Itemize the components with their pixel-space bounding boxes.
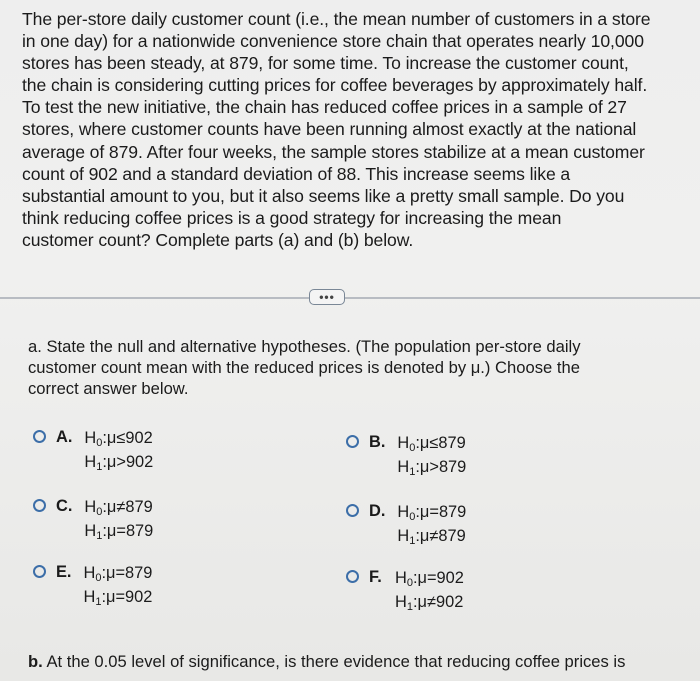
section-divider (0, 297, 700, 299)
alternative-hypothesis: $H_1:\mu\ne 902$ (395, 593, 464, 613)
option-b[interactable] (346, 431, 466, 479)
option-letter: B. (369, 433, 386, 451)
radio-button-c[interactable] (33, 499, 46, 512)
expand-more-button[interactable]: ••• (309, 289, 345, 305)
problem-line: in one day) for a nationwide convenience store chain that operates nearly 10,000 (22, 31, 644, 52)
problem-line: average of 879. After four weeks, the sample stores stabilize at a mean customer (22, 141, 645, 162)
problem-line: the chain is considering cutting prices for coffee beverages by approximately half. (22, 75, 648, 96)
option-letter: C. (56, 497, 73, 515)
alternative-hypothesis: $H_1:\mu>879$ (397, 458, 467, 478)
option-letter: E. (56, 563, 72, 581)
null-hypothesis: $H_0:\mu=902$ (395, 569, 464, 589)
hypotheses (84, 495, 153, 543)
hypotheses (397, 500, 466, 548)
problem-line: think reducing coffee prices is a good strategy for increasing the mean (22, 207, 562, 228)
alternative-hypothesis: $H_1:\mu>902$ (84, 453, 154, 473)
part-a-line: correct answer below. (28, 379, 189, 398)
radio-button-a[interactable] (33, 430, 46, 443)
problem-line: stores has been steady, at 879, for some time. To increase the customer count, (22, 53, 629, 74)
option-letter: D. (369, 502, 386, 520)
problem-line: To test the new initiative, the chain has reduced coffee prices in a sample of 27 (22, 97, 627, 118)
null-hypothesis: $H_0:\mu\le 902$ (84, 429, 153, 449)
part-a-line: a. State the null and alternative hypotheses. (The population per-store daily (28, 337, 581, 356)
radio-button-e[interactable] (33, 565, 46, 578)
option-a[interactable] (33, 426, 153, 474)
problem-line: substantial amount to you, but it also seems like a pretty small sample. Do you (22, 185, 625, 206)
problem-line: count of 902 and a standard deviation of 88. This increase seems like a (22, 163, 571, 184)
null-hypothesis: $H_0:\mu=879$ (83, 564, 153, 584)
part-b-text: At the 0.05 level of significance, is there evidence that reducing coffee prices is (46, 652, 626, 671)
alternative-hypothesis: $H_1:\mu=879$ (84, 522, 154, 542)
part-a-line: customer count mean with the reduced prices is denoted by μ.) Choose the (28, 358, 580, 377)
hypotheses (84, 426, 153, 474)
problem-line: customer count? Complete parts (a) and (b) below. (22, 229, 414, 250)
alternative-hypothesis: $H_1:\mu\ne 879$ (397, 527, 466, 547)
option-letter: A. (56, 428, 73, 446)
problem-statement (22, 8, 682, 251)
radio-button-d[interactable] (346, 504, 359, 517)
null-hypothesis: $H_0:\mu\le 879$ (397, 434, 466, 454)
part-b-label: b. (28, 652, 43, 671)
hypotheses (84, 561, 153, 609)
alternative-hypothesis: $H_1:\mu=902$ (83, 588, 153, 608)
radio-button-b[interactable] (346, 435, 359, 448)
hypotheses (397, 431, 466, 479)
problem-line: The per-store daily customer count (i.e., the mean number of customers in a store (22, 9, 651, 29)
null-hypothesis: $H_0:\mu\ne 879$ (84, 498, 153, 518)
option-e[interactable] (33, 561, 152, 609)
problem-line: stores, where customer counts have been running almost exactly at the national (22, 119, 637, 140)
option-c[interactable] (33, 495, 153, 543)
radio-button-f[interactable] (346, 570, 359, 583)
part-a-question (28, 336, 648, 399)
option-f[interactable] (346, 566, 464, 614)
part-b-question (28, 651, 678, 672)
option-letter: F. (369, 568, 382, 586)
option-d[interactable] (346, 500, 466, 548)
hypotheses (395, 566, 464, 614)
null-hypothesis: $H_0:\mu=879$ (397, 503, 467, 523)
